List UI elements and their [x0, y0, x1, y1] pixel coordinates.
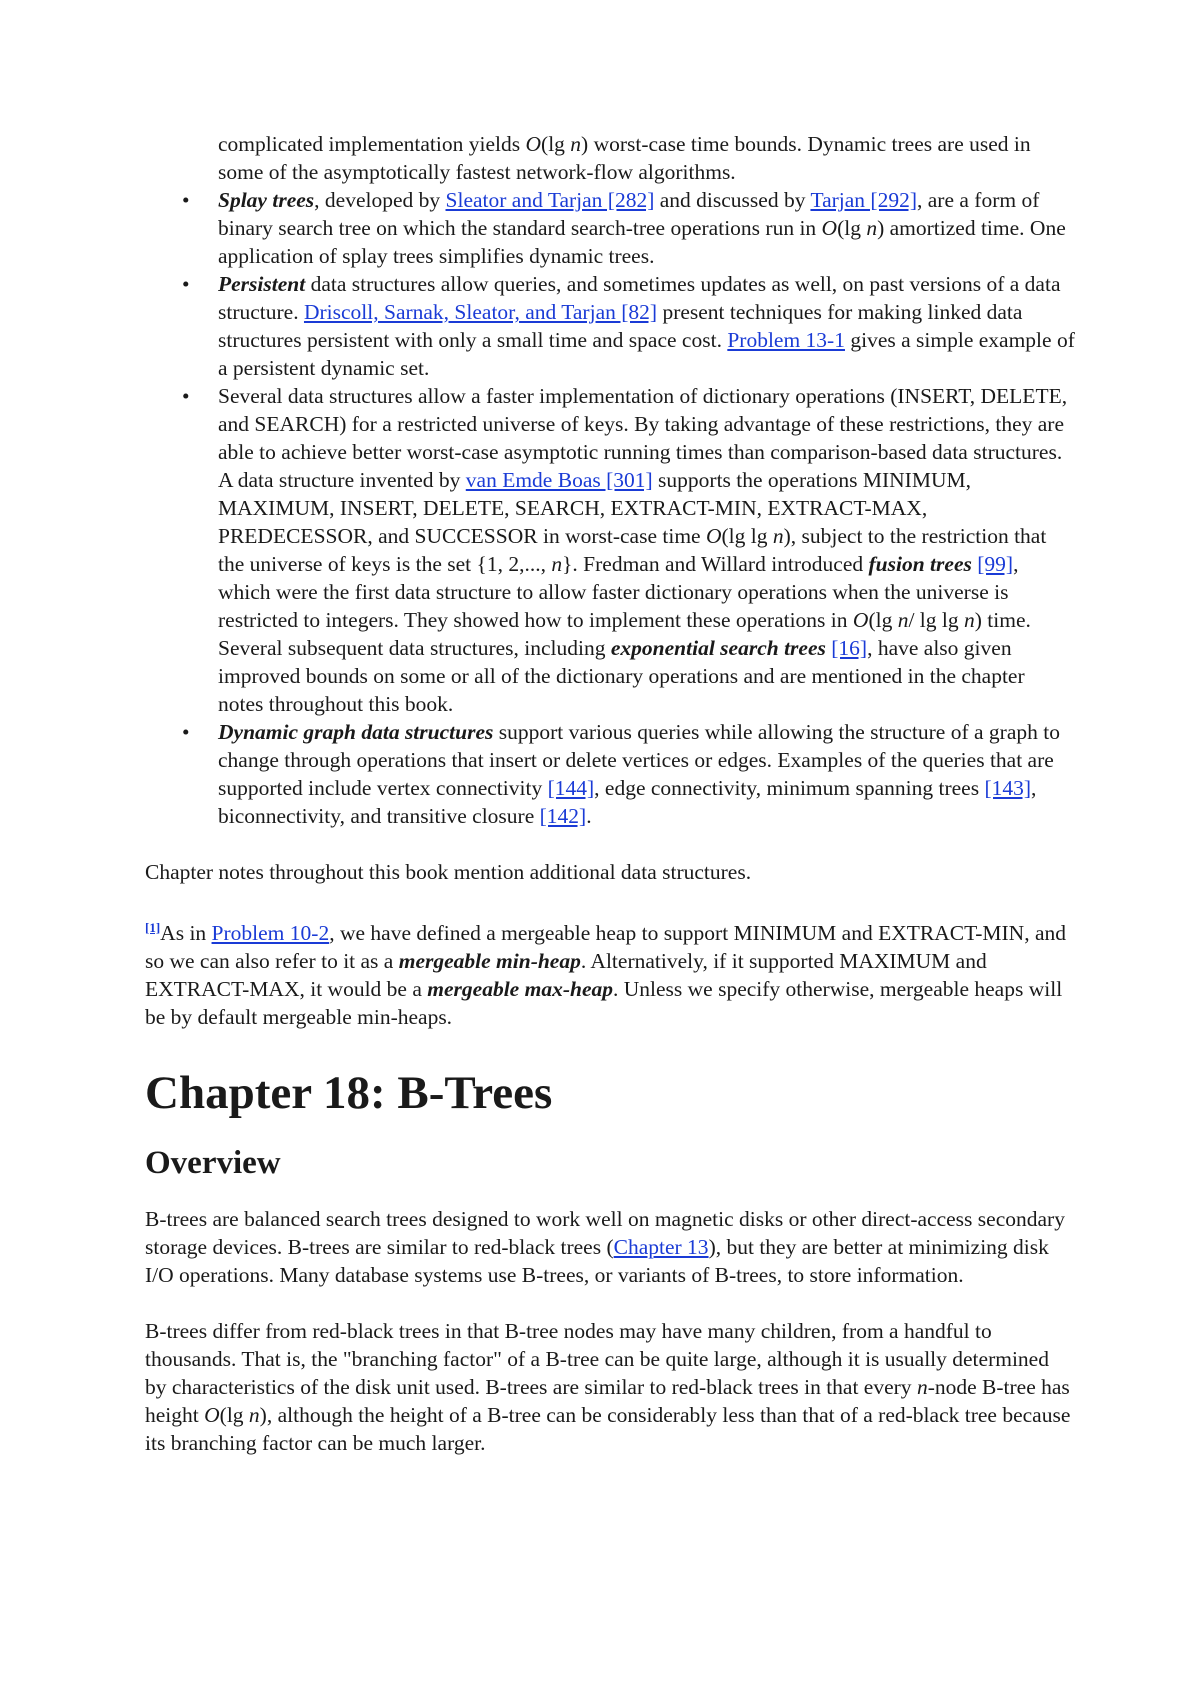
chapter-title: Chapter 18: B-Trees: [145, 1067, 553, 1119]
link-tarjan-292[interactable]: Tarjan [292]: [810, 188, 917, 212]
link-ref-144[interactable]: [144]: [547, 776, 595, 800]
bullet-marker: •: [182, 720, 190, 744]
bullet-marker: •: [182, 188, 190, 212]
link-driscoll-82[interactable]: Driscoll, Sarnak, Sleator, and Tarjan [82]: [303, 300, 658, 324]
list-item-persistent: • Persistent data structures allow queries, and sometimes updates as well, on past versions of a data structure. Driscoll, Sarnak, Sleator, and Tarjan [82] present techniques for making linked data structures persistent with only a small time and space cost. Problem 13-1 gives a simple example of a persistent dynamic set.: [182, 272, 1075, 380]
chapter-notes-paragraph: Chapter notes throughout this book mention additional data structures.: [145, 860, 752, 884]
link-chapter-13[interactable]: Chapter 13: [613, 1235, 709, 1259]
link-ref-16[interactable]: [16]: [831, 636, 868, 660]
term-dynamic-graph: Dynamic graph data structures: [218, 720, 494, 744]
link-ref-99[interactable]: [99]: [977, 552, 1014, 576]
term-fusion-trees: fusion trees: [868, 552, 972, 576]
link-problem-13-1[interactable]: Problem 13-1: [727, 328, 845, 352]
link-van-emde-boas-301[interactable]: van Emde Boas [301]: [465, 468, 653, 492]
list-item-dynamic-graph: • Dynamic graph data structures support various queries while allowing the structure of a graph to change through operations that insert or delete vertices or edges. Examples of the queries that are supported include vertex connectivity [144], edge connectivity, minimum spanning trees [143], biconnectivity, and transitive closure [142].: [182, 720, 1060, 828]
link-sleator-tarjan-282[interactable]: Sleator and Tarjan [282]: [445, 188, 655, 212]
list-item-dynamic-trees-continued: complicated implementation yields O(lg n) worst-case time bounds. Dynamic trees are used in some of the asymptotically fastest network-flow algorithms.: [218, 132, 1031, 184]
term-mergeable-max-heap: mergeable max-heap: [427, 977, 613, 1001]
bullet-list: [145, 130, 1075, 830]
term-splay-trees: Splay trees: [218, 188, 315, 212]
section-title: Overview: [145, 1145, 281, 1181]
bullet-marker: •: [182, 272, 190, 296]
footnote-paragraph: [1]As in Problem 10-2, we have defined a mergeable heap to support MINIMUM and EXTRACT-MIN, and so we can also refer to it as a mergeable min-heap. Alternatively, if it supported MAXIMUM and EXTRACT-MAX, it would be a mergeable max-heap. Unless we specify otherwise, mergeable heaps will be by default mergeable min-heaps.: [145, 920, 1066, 1029]
document-page: [145, 130, 1075, 1457]
overview-paragraph-1: B-trees are balanced search trees designed to work well on magnetic disks or other direct-access secondary storage devices. B-trees are similar to red-black trees (Chapter 13), but they are better at minimizing disk I/O operations. Many database systems use B-trees, or variants of B-trees, to store information.: [145, 1207, 1065, 1287]
link-problem-10-2[interactable]: Problem 10-2: [211, 921, 330, 945]
link-ref-143[interactable]: [143]: [984, 776, 1032, 800]
term-mergeable-min-heap: mergeable min-heap: [398, 949, 581, 973]
list-item-restricted-universe: • Several data structures allow a faster implementation of dictionary operations (INSERT, DELETE, and SEARCH) for a restricted universe of keys. By taking advantage of these restrictions, they are able to achieve better worst-case asymptotic running times than comparison-based data structures. A data structure invented by van Emde Boas [301] supports the operations MINIMUM, MAXIMUM, INSERT, DELETE, SEARCH, EXTRACT-MIN, EXTRACT-MAX, PREDECESSOR, and SUCCESSOR in worst-case time O(lg lg n), subject to the restriction that the universe of keys is the set {1, 2,..., n}. Fredman and Willard introduced fusion trees [99], which were the first data structure to allow faster dictionary operations when the universe is restricted to integers. They showed how to implement these operations in O(lg n/ lg lg n) time. Several subsequent data structures, including exponential search trees [16], have also given improved bounds on some or all of the dictionary operations and are mentioned in the chapter notes throughout this book.: [182, 384, 1068, 716]
bullet-marker: •: [182, 384, 190, 408]
list-item-splay-trees: • Splay trees, developed by Sleator and Tarjan [282] and discussed by Tarjan [292], are a form of binary search tree on which the standard search-tree operations run in O(lg n) amortized time. One application of splay trees simplifies dynamic trees.: [182, 188, 1066, 268]
link-ref-142[interactable]: [142]: [539, 804, 587, 828]
overview-paragraph-2: B-trees differ from red-black trees in that B-tree nodes may have many children, from a handful to thousands. That is, the "branching factor" of a B-tree can be quite large, although it is usually determined by characteristics of the disk unit used. B-trees are similar to red-black trees in that every n-node B-tree has height O(lg n), although the height of a B-tree can be considerably less than that of a red-black tree because its branching factor can be much larger.: [145, 1319, 1071, 1455]
term-exponential-search-trees: exponential search trees: [610, 636, 826, 660]
footnote-marker[interactable]: [1]: [145, 920, 161, 935]
term-persistent: Persistent: [218, 272, 306, 296]
